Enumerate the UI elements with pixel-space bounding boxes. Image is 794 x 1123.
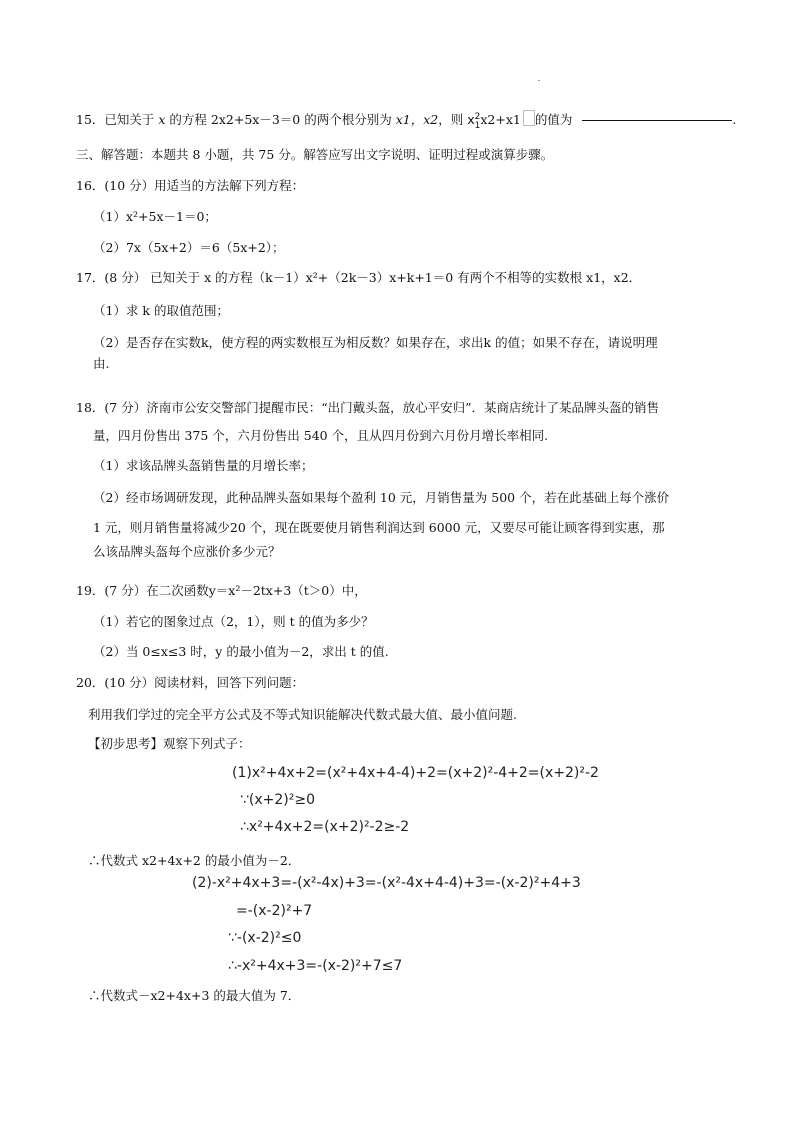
scan-speck <box>538 80 540 81</box>
question-20-intro: 利用我们学过的完全平方公式及不等式知识能解决代数式最大值、最小值问题. <box>88 707 517 722</box>
conclusion-1: ∴代数式 x2+4x+2 的最小值为－2． <box>88 853 301 868</box>
question-18-part-2-cont2: 么该品牌头盔每个应涨价多少元？ <box>93 544 281 559</box>
question-18-part-2-cont: 1 元，则月销售量将减少20 个，现在既要使月销售利润达到 6000 元，又要尽可能让顾客得到实惠，那 <box>93 520 665 535</box>
question-17-head: 17．(8 分） 已知关于 x 的方程（k－1）x²+（2k－3）x+k+1＝0 有两个不相等的实数根 x1，x2． <box>76 270 642 285</box>
math-line-1: (1)x²+4x+2=(x²+4x+4-4)+2=(x+2)²-4+2=(x+2)²-2 <box>232 765 599 781</box>
question-16-part-2: （2）7x（5x+2）＝6（5x+2）； <box>93 240 285 255</box>
answer-blank[interactable] <box>582 120 732 121</box>
question-17-part-2-cont: 由. <box>93 356 110 371</box>
math-line-7: ∴-x²+4x+3=-(x-2)²+7≤7 <box>228 958 403 974</box>
question-20-head: 20．(10 分）阅读材料，回答下列问题： <box>76 675 305 690</box>
question-16-part-1: （1）x²+5x－1＝0； <box>93 209 217 224</box>
question-19-part-2: （2）当 0≤x≤3 时，y 的最小值为－2，求出 t 的值. <box>93 644 389 659</box>
missing-glyph-icon <box>523 110 535 126</box>
math-line-3: ∴x²+4x+2=(x+2)²-2≥-2 <box>240 819 410 835</box>
question-18-part-1: （1）求该品牌头盔销售量的月增长率； <box>93 458 314 473</box>
question-19-head: 19．(7 分）在二次函数y＝x²－2tx+3（t＞0）中， <box>76 583 367 598</box>
question-18-head-cont: 量，四月份售出 375 个，六月份售出 540 个，且从四月份到六月份月增长率相同. <box>93 428 549 443</box>
question-15: 15．已知关于 x 的方程 2x2+5x－3＝0 的两个根分别为 x1，x2，则 x 2 1 x2+x1 的值为 . <box>76 112 737 131</box>
conclusion-2: ∴代数式－x2+4x+3 的最大值为 7． <box>88 988 301 1003</box>
question-19-part-1: （1）若它的图象过点（2，1），则 t 的值为多少？ <box>93 614 374 629</box>
question-18-head: 18．(7 分）济南市公安交警部门提醒市民：“出门戴头盔，放心平安归”．某商店统计了某品牌头盔的销售 <box>76 400 659 415</box>
math-line-2: ∵(x+2)²≥0 <box>240 792 316 808</box>
math-line-6: ∵-(x-2)²≤0 <box>228 930 302 946</box>
math-line-4: (2)-x²+4x+3=-(x²-4x)+3=-(x²-4x+4-4)+3=-(x-2)²+4+3 <box>192 875 581 891</box>
math-line-5: =-(x-2)²+7 <box>236 903 313 919</box>
question-16-head: 16．(10 分）用适当的方法解下列方程： <box>76 178 305 193</box>
x1-squared: x 2 1 <box>467 112 481 131</box>
question-17-part-2: （2）是否存在实数k，使方程的两实数根互为相反数？如果存在，求出k 的值；如果不存在，请说明理 <box>93 335 658 350</box>
question-20-think: 【初步思考】观察下列式子： <box>88 736 251 751</box>
question-17-part-1: （1）求 k 的取值范围； <box>93 303 229 318</box>
question-18-part-2: （2）经市场调研发现，此种品牌头盔如果每个盈利 10 元，月销售量为 500 个，若在此基础上每个涨价 <box>93 490 670 505</box>
section-heading: 三、解答题：本题共 8 小题，共 75 分。解答应写出文字说明、证明过程或演算步骤。 <box>76 147 554 162</box>
